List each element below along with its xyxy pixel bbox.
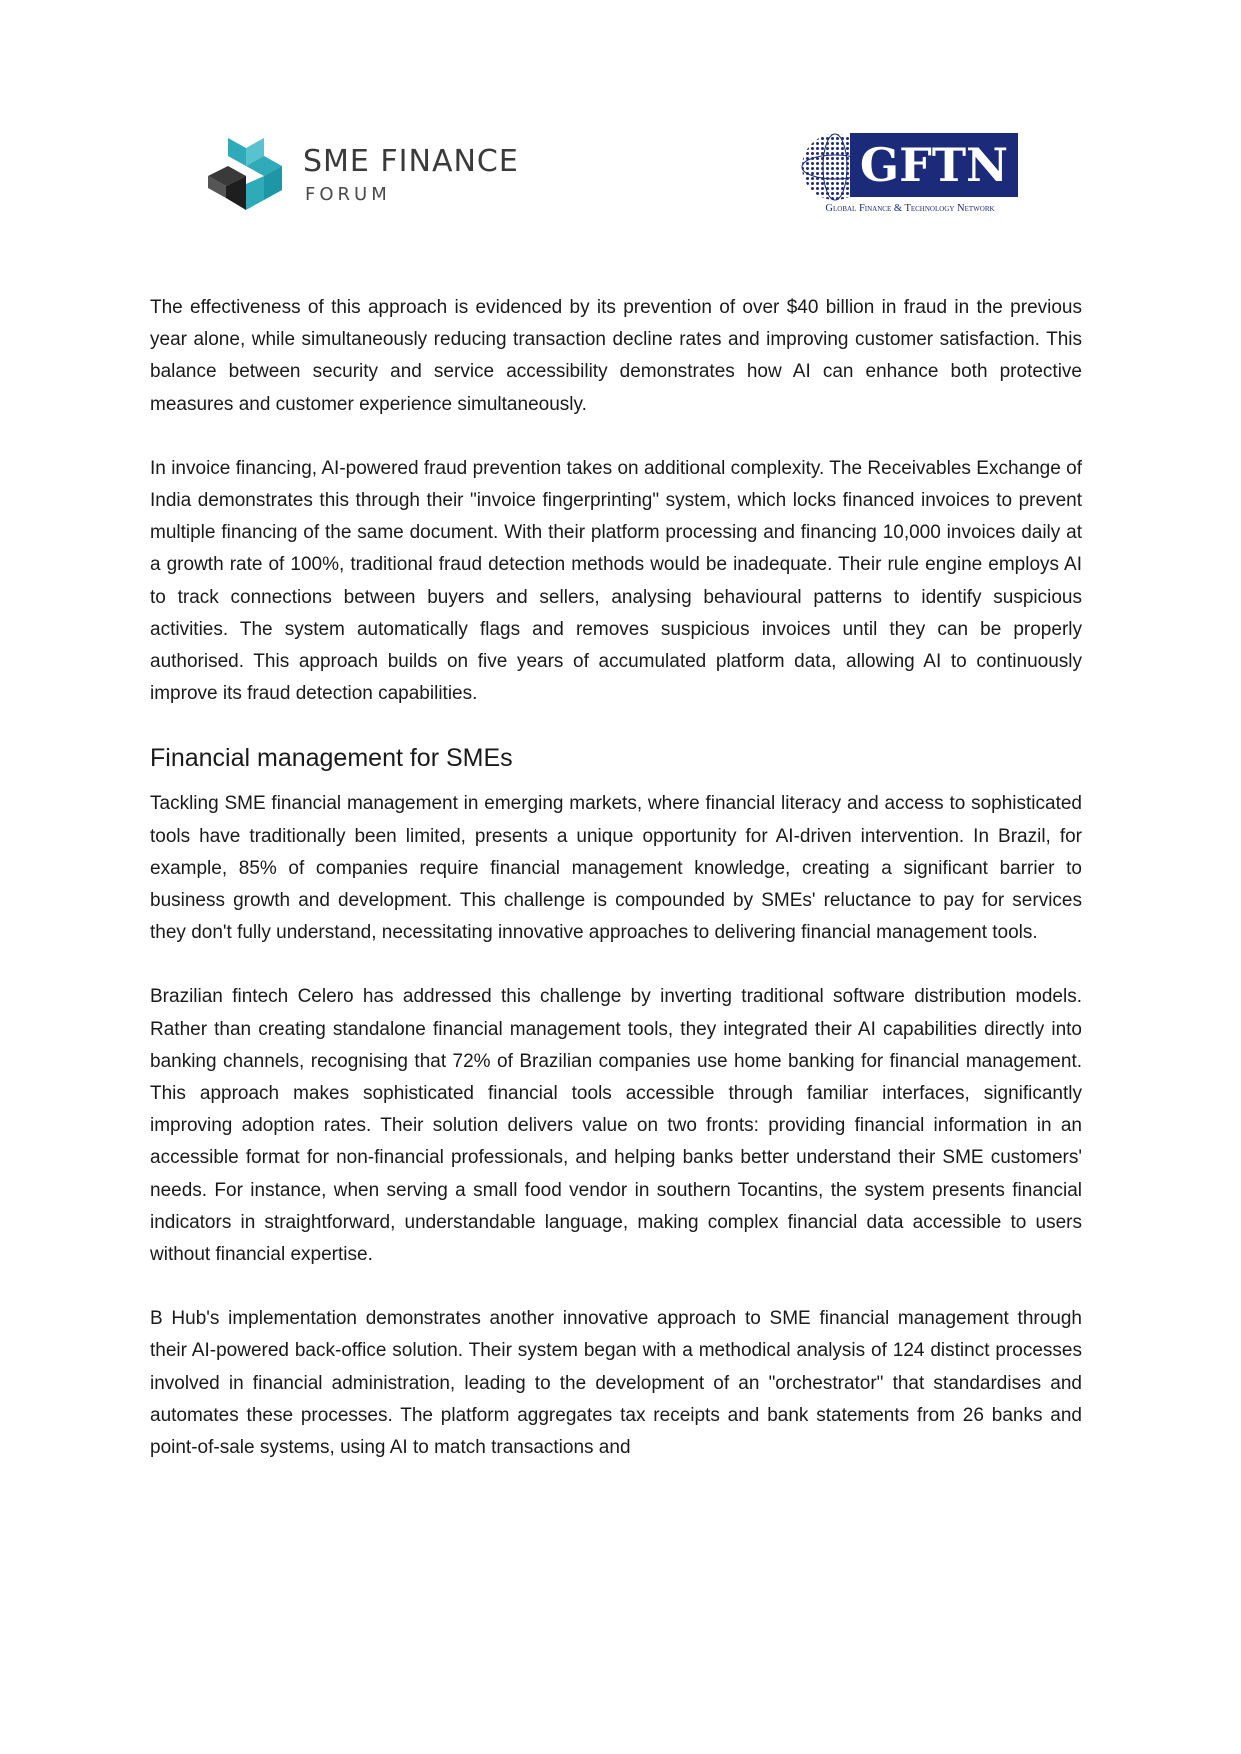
- sme-finance-forum-logo-mark-icon: [208, 136, 288, 216]
- page-header: [0, 0, 1241, 240]
- body-paragraph: In invoice financing, AI-powered fraud prevention takes on additional complexity. The Receivables Exchange of India demonstrates this through their "invoice fingerprinting" system, which locks financed invoices to prevent multiple financing of the same document. With their platform processing and financing 10,000 invoices daily at a growth rate of 100%, traditional fraud detection methods would be inadequate. Their rule engine employs AI to track connections between buyers and sellers, analysing behavioural patterns to identify suspicious activities. The system automatically flags and removes suspicious invoices until they can be properly authorised. This approach builds on five years of accumulated platform data, allowing AI to continuously improve its fraud detection capabilities.: [150, 457, 1082, 705]
- section-heading: Financial management for SMEs: [150, 744, 513, 773]
- sme-logo-title: SME FINANCE: [303, 144, 519, 179]
- body-paragraph: Tackling SME financial management in emerging markets, where financial literacy and access to sophisticated tools have traditionally been limited, presents a unique opportunity for AI-driven intervention. In Brazil, for example, 85% of companies require financial management knowledge, creating a significant barrier to business growth and development. This challenge is compounded by SMEs' reluctance to pay for services they don't fully understand, necessitating innovative approaches to delivering financial management tools.: [150, 793, 1082, 944]
- body-paragraph: The effectiveness of this approach is evidenced by its prevention of over $40 billion in fraud in the previous year alone, while simultaneously reducing transaction decline rates and improving customer satisfaction. This balance between security and service accessibility demonstrates how AI can enhance both protective measures and customer experience simultaneously.: [150, 297, 1082, 415]
- sme-finance-forum-logo: [208, 136, 538, 216]
- gftn-logo-title: GFTN: [859, 138, 1009, 192]
- sme-logo-subtitle: FORUM: [305, 184, 391, 205]
- gftn-logo: [795, 131, 1025, 221]
- document-body: [150, 292, 1082, 1496]
- body-paragraph: B Hub's implementation demonstrates another innovative approach to SME financial management through their AI-powered back-office solution. Their system began with a methodical analysis of 124 distinct processes involved in financial administration, leading to the development of an "orchestrator" that standardises and automates these processes. The platform aggregates tax receipts and bank statements from 26 banks and point-of-sale systems, using AI to match transactions and: [150, 1308, 1082, 1459]
- body-paragraph: Brazilian fintech Celero has addressed this challenge by inverting traditional software distribution models. Rather than creating standalone financial management tools, they integrated their AI capabilities directly into banking channels, recognising that 72% of Brazilian companies use home banking for financial management. This approach makes sophisticated financial tools accessible through familiar interfaces, significantly improving adoption rates. Their solution delivers value on two fronts: providing financial information in an accessible format for non-financial professionals, and helping banks better understand their SME customers' needs. For instance, when serving a small food vendor in southern Tocantins, the system presents financial indicators in straightforward, understandable language, making complex financial data accessible to users without financial expertise.: [150, 986, 1082, 1266]
- gftn-logo-caption: Global Finance & Technology Network: [825, 203, 995, 214]
